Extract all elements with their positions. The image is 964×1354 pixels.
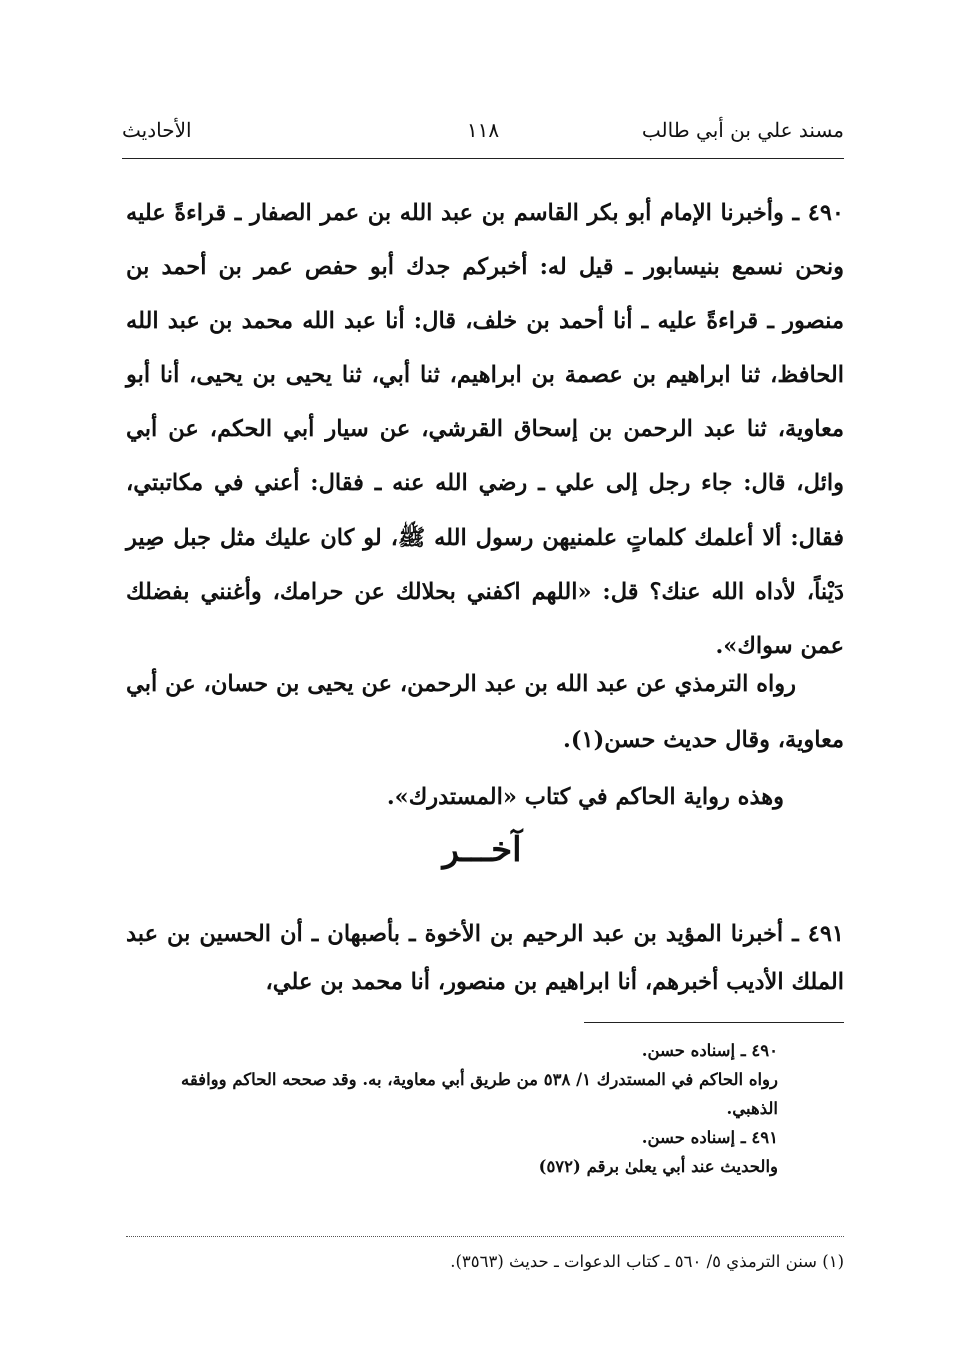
footnote-490-grade: ٤٩٠ ـ إسناده حسن. (641, 1041, 778, 1060)
hakim-note-paragraph: وهذه رواية الحاكم في كتاب «المستدرك». (386, 784, 784, 810)
footnotes-block (126, 1036, 844, 1181)
endnote-1: (١) سنن الترمذي ٥/ ٥٦٠ ـ كتاب الدعوات ـ حديث (٣٥٦٣). (450, 1252, 844, 1271)
footnote-491-source: والحديث عند أبي يعلىٰ برقم (٥٧٢) (538, 1157, 778, 1176)
section-title: الأحاديث (122, 118, 192, 142)
header-divider (122, 158, 844, 159)
running-title: مسند علي بن أبي طالب (641, 118, 844, 142)
footnote-491-grade: ٤٩١ ـ إسناده حسن. (641, 1128, 778, 1147)
page-header (122, 118, 844, 158)
hadith-490-paragraph: ٤٩٠ ـ وأخبرنا الإمام أبو بكر القاسم بن عبد الله بن عمر الصفار ـ قراءةً عليه ونحن نسمع بنيسابور ـ قيل له: أخبركم جدك أبو حفص عمر بن أحمد بن منصور ـ قراءةً عليه ـ أنا أحمد بن خلف، قال: أنا عبد الله محمد بن عبد الله الحافظ، ثنا ابراهيم بن عصمة بن ابراهيم، ثنا أبي، ثنا يحيى بن يحيى، أنا أبو معاوية، ثنا عبد الرحمن بن إسحاق القرشي، عن سيار أبي الحكم، عن أبي وائل، قال: جاء رجل إلى علي ـ رضي الله عنه ـ فقال: أعني في مكاتبتي، فقال: ألا أعلمك كلماتٍ علمنيهن رسول الله ﷺ، لو كان عليك مثل جبل صِير دَيْناً، لأداه الله عنك؟ قل: «اللهم اكفني بحلالك عن حرامك، وأغنني بفضلك عمن سواك». (126, 200, 844, 659)
footnote-490-source: رواه الحاكم في المستدرك ١/ ٥٣٨ من طريق أبي معاوية، به. وقد صححه الحاكم ووافقه الذهبي. (180, 1070, 778, 1118)
section-heading: آخـــر (442, 830, 522, 870)
page-number: ١١٨ (466, 118, 500, 142)
hadith-491-paragraph: ٤٩١ ـ أخبرنا المؤيد بن عبد الرحيم بن الأخوة ـ بأصبهان ـ أن الحسين بن عبد الملك الأديب أخبرهم، أنا ابراهيم بن منصور، أنا محمد بن علي، (126, 921, 844, 995)
endnote-divider (126, 1236, 844, 1237)
footnote-divider (584, 1022, 844, 1023)
tirmidhi-narration-paragraph: رواه الترمذي عن عبد الله بن عبد الرحمن، عن يحيى بن حسان، عن أبي معاوية، وقال حديث حسن(١). (126, 671, 844, 753)
